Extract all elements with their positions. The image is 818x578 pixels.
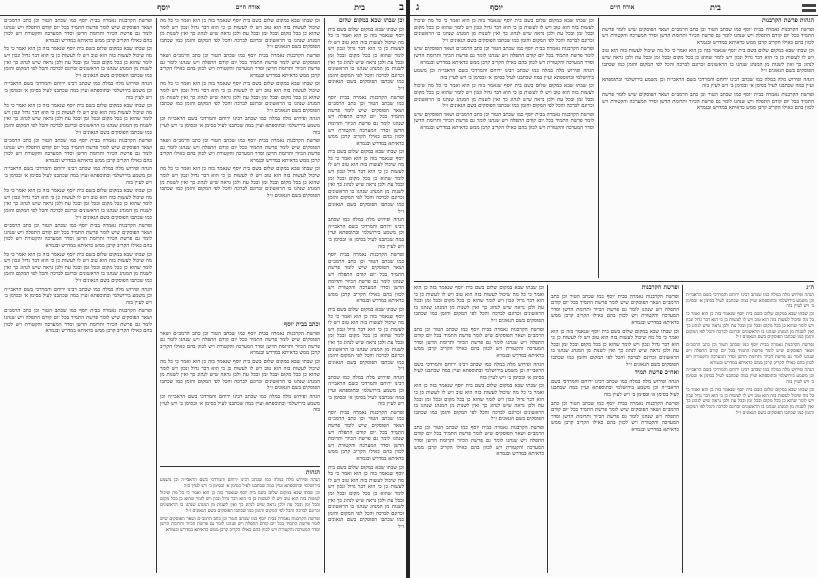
commentary-text: הגהה ופירוש מלה במלה כמו שכתב רבינו ירוחם והמרדכי בשם הראבי״ה וכן משמע בירושלמי ובתוספתא ועיין במה שכתבנו לעיל בסימן א׳ ובסימן ב׳ ויש לעיין בזה (328, 374, 404, 408)
right-lower-col-1 (414, 285, 544, 573)
commentary-text: ופרשת הקרבנות נאמרה בבית יוסף כמו שכתב הטור וכן כתב הרמב״ם ושאר הפוסקים שיש לומר פרשת התמיד בכל יום קודם התפלה ויש שנהגו לומר גם פרשת הכיור ותרומת הדשן וסדר המערכה והקטורת ויש לכוון בהם כאילו הקריב קרבן ממש כדאיתא במדרש ובגמרא (414, 111, 594, 131)
right-top-left-column (414, 18, 594, 278)
main-text: ופרשת הקרבנות נאמרה בבית יוסף כמו שכתב הטור וכן כתב הרמב״ם ושאר הפוסקים שיש לומר פרשת התמיד בכל יום קודם התפלה ויש שנהגו לומר גם פרשת הכיור ותרומת הדשן וסדר המערכה והקטורת ויש לכוון בהם כאילו הקריב קרבן ממש כדאיתא במדרש ובגמרא (551, 293, 679, 326)
commentary-text: ופרשת הקרבנות נאמרה בבית יוסף כמו שכתב הטור וכן כתב הרמב״ם ושאר הפוסקים שיש לומר פרשת התמיד בכל יום קודם התפלה ויש שנהגו לומר גם פרשת הכיור ותרומת הדשן וסדר המערכה והקטורת ויש לכוון בהם כאילו הקריב קרבן ממש כדאיתא במדרש ובגמרא (4, 308, 152, 335)
commentary-text: וכן שבתו שבא במקום שלום בשם בית יוסף שנאמר בזה כן הוא ואמר כי כל מה שיכול לעשות בזה הוא טוב ויש לו לעשות כן כי הוא דבר גדול ונכון ויש לומר שהוא כן בכל מקום ובכל זמן ובכל עת ולכן נראה שיש לנהוג כך ואין לשנות מן המנהג שנהגו בו הראשונים זכרונם לברכה והכל לפי המקום והזמן כמו שכתבו הפוסקים בשם הגאונים ז״ל (328, 306, 404, 373)
footnote-text: ופרשת הקרבנות נאמרה בבית יוסף כמו שכתב הטור וכן כתב הרמב״ם ושאר הפוסקים שיש לומר פרשת התמיד בכל יום קודם התפלה ויש שנהגו לומר גם פרשת הכיור ותרומת הדשן וסדר המערכה והקטורת ויש לכוון בהם כאילו הקריב קרבן ממש כדאיתא במדרש ובגמרא (160, 516, 320, 534)
header-title-center: יוסף (157, 2, 170, 12)
commentary-text: ופרשת הקרבנות נאמרה בבית יוסף כמו שכתב הטור וכן כתב הרמב״ם ושאר הפוסקים שיש לומר פרשת התמיד בכל יום קודם התפלה ויש שנהגו לומר גם פרשת הכיור ותרומת הדשן וסדר המערכה והקטורת ויש לכוון בהם כאילו הקריב קרבן ממש כדאיתא במדרש ובגמרא (414, 326, 544, 359)
commentary-text: וכן שבתו שבא במקום שלום בשם בית יוסף שנאמר בזה כן הוא ואמר כי כל מה שיכול לעשות בזה הוא טוב ויש לו לעשות כן כי הוא דבר גדול ונכון ויש לומר שהוא כן בכל מקום ובכל זמן ובכל עת ולכן נראה שיש לנהוג כך ואין לשנות מן המנהג שנהגו בו הראשונים זכרונם לברכה והכל לפי המקום והזמן כמו שכתבו הפוסקים בשם הגאונים ז״ל (414, 285, 544, 324)
commentary-text: ופרשת הקרבנות נאמרה בבית יוסף כמו שכתב הטור וכן כתב הרמב״ם ושאר הפוסקים שיש לומר פרשת התמיד בכל יום קודם התפלה ויש שנהגו לומר גם פרשת הכיור ותרומת הדשן וסדר המערכה והקטורת ויש לכוון בהם כאילו הקריב קרבן ממש כדאיתא במדרש ובגמרא (414, 424, 544, 458)
commentary-text: הגהה ופירוש מלה במלה כמו שכתב רבינו ירוחם והמרדכי בשם הראבי״ה וכן משמע בירושלמי ובתוספתא ועיין במה שכתבנו לעיל בסימן א׳ ובסימן ב׳ ויש לעיין בזה (4, 81, 152, 101)
left-main-text-lower (160, 322, 320, 462)
commentary-text: וכן שבתו שבא במקום שלום בשם בית יוסף שנאמר בזה כן הוא ואמר כי כל מה שיכול לעשות בזה הוא טוב ויש לו לעשות כן כי הוא דבר גדול ונכון ויש לומר שהוא כן בכל מקום ובכל זמן ובכל עת ולכן נראה שיש לנהוג כך ואין לשנות מן המנהג שנהגו בו הראשונים זכרונם לברכה והכל לפי המקום והזמן כמו שכתבו הפוסקים בשם הגאונים ז״ל (328, 149, 404, 215)
header-subtitle: אורח חיים (610, 4, 635, 11)
right-page (410, 0, 818, 578)
section-divider (160, 466, 320, 467)
commentary-text: וכן שבתו שבא במקום שלום בשם בית יוסף שנאמר בזה כן הוא ואמר כי כל מה שיכול לעשות בזה הוא טוב ויש לו לעשות כן כי הוא דבר גדול ונכון ויש לומר שהוא כן בכל מקום ובכל זמן ובכל עת ולכן נראה שיש לנהוג כך ואין לשנות מן המנהג שנהגו בו הראשונים זכרונם לברכה והכל לפי המקום והזמן כמו שכתבו הפוסקים בשם הגאונים ז״ל (4, 188, 152, 221)
main-text: הגהה ופירוש מלה במלה כמו שכתב רבינו ירוחם והמרדכי בשם הראבי״ה וכן משמע בירושלמי ובתוספתא ועיין במה שכתבנו לעיל בסימן א׳ ובסימן ב׳ ויש לעיין בזה (602, 76, 814, 90)
footnote-text: הגהה ופירוש מלה במלה כמו שכתב רבינו ירוחם והמרדכי בשם הראבי״ה וכן משמע בירושלמי ובתוספתא ועיין במה שכתבנו לעיל בסימן א׳ ובסימן ב׳ ויש לעיין בזה (686, 292, 814, 310)
header-title-right: בית (354, 2, 365, 12)
page-letter: ב (399, 2, 404, 13)
left-page-header (0, 0, 410, 16)
commentary-text: הגהה ופירוש מלה במלה כמו שכתב רבינו ירוחם והמרדכי בשם הראבי״ה וכן משמע בירושלמי ובתוספתא ועיין במה שכתבנו לעיל בסימן א׳ ובסימן ב׳ ויש לעיין בזה (414, 68, 594, 81)
column-divider (547, 285, 548, 573)
footnote-text: וכן שבתו שבא במקום שלום בשם בית יוסף שנאמר בזה כן הוא ואמר כי כל מה שיכול לעשות בזה הוא טוב ויש לו לעשות כן כי הוא דבר גדול ונכון ויש לומר שהוא כן בכל מקום ובכל זמן ובכל עת ולכן נראה שיש לנהוג כך ואין לשנות מן המנהג שנהגו בו הראשונים זכרונם לברכה והכל לפי המקום והזמן כמו שכתבו הפוסקים בשם הגאונים ז״ל (686, 387, 814, 416)
page-edge-mark (802, 9, 816, 12)
footnote-text: הגהה ופירוש מלה במלה כמו שכתב רבינו ירוחם והמרדכי בשם הראבי״ה וכן משמע בירושלמי ובתוספתא ועיין במה שכתבנו לעיל בסימן א׳ ובסימן ב׳ ויש לעיין בזה (160, 477, 320, 489)
main-text: ופרשת הקרבנות נאמרה בבית יוסף כמו שכתב הטור וכן כתב הרמב״ם ושאר הפוסקים שיש לומר פרשת התמיד בכל יום קודם התפלה ויש שנהגו לומר גם פרשת הכיור ותרומת הדשן וסדר המערכה והקטורת ויש לכוון בהם כאילו הקריב קרבן ממש כדאיתא במדרש ובגמרא (602, 26, 814, 46)
footnote-text: הגהה ופירוש מלה במלה כמו שכתב רבינו ירוחם והמרדכי בשם הראבי״ה וכן משמע בירושלמי ובתוספתא ועיין במה שכתבנו לעיל בסימן א׳ ובסימן ב׳ ויש לעיין בזה (686, 368, 814, 385)
commentary-text: וכן שבתו שבא במקום שלום בשם בית יוסף שנאמר בזה כן הוא ואמר כי כל מה שיכול לעשות בזה הוא טוב ויש לו לעשות כן כי הוא דבר גדול ונכון ויש לומר שהוא כן בכל מקום ובכל זמן ובכל עת ולכן נראה שיש לנהוג כך ואין לשנות מן המנהג שנהגו בו הראשונים זכרונם לברכה והכל לפי המקום והזמן כמו שכתבו הפוסקים בשם הגאונים ז״ל (414, 83, 594, 110)
commentary-text: הגהה ופירוש מלה במלה כמו שכתב רבינו ירוחם והמרדכי בשם הראבי״ה וכן משמע בירושלמי ובתוספתא ועיין במה שכתבנו לעיל בסימן א׳ ובסימן ב׳ ויש לעיין בזה (414, 361, 544, 381)
commentary-text: ופרשת הקרבנות נאמרה בבית יוסף כמו שכתב הטור וכן כתב הרמב״ם ושאר הפוסקים שיש לומר פרשת התמיד בכל יום קודם התפלה ויש שנהגו לומר גם פרשת הכיור ותרומת הדשן וסדר המערכה והקטורת ויש לכוון בהם כאילו הקריב קרבן ממש כדאיתא במדרש ובגמרא (328, 409, 404, 462)
header-subtitle: אורח חיים (235, 4, 260, 11)
right-top-main (602, 18, 814, 278)
commentary-text: וכן שבתו שבא במקום שלום בשם בית יוסף שנאמר בזה כן הוא ואמר כי כל מה שיכול לעשות בזה הוא טוב ויש לו לעשות כן כי הוא דבר גדול ונכון ויש לומר שהוא כן בכל מקום ובכל זמן ובכל עת ולכן נראה שיש לנהוג כך ואין לשנות מן המנהג שנהגו בו הראשונים זכרונם לברכה והכל לפי המקום והזמן כמו שכתבו הפוסקים בשם הגאונים ז״ל (328, 464, 404, 530)
main-text: ופרשת הקרבנות נאמרה בבית יוסף כמו שכתב הטור וכן כתב הרמב״ם ושאר הפוסקים שיש לומר פרשת התמיד בכל יום קודם התפלה ויש שנהגו לומר גם פרשת הכיור ותרומת הדשן וסדר המערכה והקטורת ויש לכוון בהם כאילו הקריב קרבן ממש כדאיתא במדרש ובגמרא (160, 330, 320, 357)
main-text: וכן שבתו שבא במקום שלום בשם בית יוסף שנאמר בזה כן הוא ואמר כי כל מה שיכול לעשות בזה הוא טוב ויש לו לעשות כן כי הוא דבר גדול ונכון ויש לומר שהוא כן בכל מקום ובכל זמן ובכל עת ולכן נראה שיש לנהוג כך ואין לשנות מן המנהג שנהגו בו הראשונים זכרונם לברכה והכל לפי המקום והזמן כמו שכתבו הפוסקים בשם הגאונים ז״ל (160, 18, 320, 51)
main-text: ופרשת הקרבנות נאמרה בבית יוסף כמו שכתב הטור וכן כתב הרמב״ם ושאר הפוסקים שיש לומר פרשת התמיד בכל יום קודם התפלה ויש שנהגו לומר גם פרשת הכיור ותרומת הדשן וסדר המערכה והקטורת ויש לכוון בהם כאילו הקריב קרבן ממש כדאיתא במדרש ובגמרא (160, 138, 320, 164)
commentary-text: וכן שבתו שבא במקום שלום בשם בית יוסף שנאמר בזה כן הוא ואמר כי כל מה שיכול לעשות בזה הוא טוב ויש לו לעשות כן כי הוא דבר גדול ונכון ויש לומר שהוא כן בכל מקום ובכל זמן ובכל עת ולכן נראה שיש לנהוג כך ואין לשנות מן המנהג שנהגו בו הראשונים זכרונם לברכה והכל לפי המקום והזמן כמו שכתבו הפוסקים בשם הגאונים ז״ל (414, 383, 544, 423)
commentary-text: וכן שבתו שבא במקום שלום בשם בית יוסף שנאמר בזה כן הוא ואמר כי כל מה שיכול לעשות בזה הוא טוב ויש לו לעשות כן כי הוא דבר גדול ונכון ויש לומר שהוא כן בכל מקום ובכל זמן ובכל עת ולכן נראה שיש לנהוג כך ואין לשנות מן המנהג שנהגו בו הראשונים זכרונם לברכה והכל לפי המקום והזמן כמו שכתבו הפוסקים בשם הגאונים ז״ל (4, 46, 152, 79)
section-heading: ופרשת הקרבנות (641, 285, 679, 291)
left-main-text (160, 18, 320, 318)
left-footnotes (160, 470, 320, 573)
main-text: הגהה ופירוש מלה במלה כמו שכתב רבינו ירוחם והמרדכי בשם הראבי״ה וכן משמע בירושלמי ובתוספתא ועיין במה שכתבנו לעיל בסימן א׳ ובסימן ב׳ ויש לעיין בזה (160, 393, 320, 414)
commentary-text: הגהה ופירוש מלה במלה כמו שכתב רבינו ירוחם והמרדכי בשם הראבי״ה וכן משמע בירושלמי ובתוספתא ועיין במה שכתבנו לעיל בסימן א׳ ובסימן ב׳ ויש לעיין בזה (4, 166, 152, 186)
commentary-text: הגהה ופירוש מלה במלה כמו שכתב רבינו ירוחם והמרדכי בשם הראבי״ה וכן משמע בירושלמי ובתוספתא ועיין במה שכתבנו לעיל בסימן א׳ ובסימן ב׳ ויש לעיין בזה (4, 286, 152, 306)
commentary-text: וכן שבתו שבא במקום שלום בשם בית יוסף שנאמר בזה כן הוא ואמר כי כל מה שיכול לעשות בזה הוא טוב ויש לו לעשות כן כי הוא דבר גדול ונכון ויש לומר שהוא כן בכל מקום ובכל זמן ובכל עת ולכן נראה שיש לנהוג כך ואין לשנות מן המנהג שנהגו בו הראשונים זכרונם לברכה והכל לפי המקום והזמן כמו שכתבו הפוסקים בשם הגאונים ז״ל (414, 18, 594, 44)
commentary-text: ופרשת הקרבנות נאמרה בבית יוסף כמו שכתב הטור וכן כתב הרמב״ם ושאר הפוסקים שיש לומר פרשת התמיד בכל יום קודם התפלה ויש שנהגו לומר גם פרשת הכיור ותרומת הדשן וסדר המערכה והקטורת ויש לכוון בהם כאילו הקריב קרבן ממש כדאיתא במדרש ובגמרא (4, 223, 152, 249)
main-text: וכן שבתו שבא במקום שלום בשם בית יוסף שנאמר בזה כן הוא ואמר כי כל מה שיכול לעשות בזה הוא טוב ויש לו לעשות כן כי הוא דבר גדול ונכון ויש לומר שהוא כן בכל מקום ובכל זמן ובכל עת ולכן נראה שיש לנהוג כך ואין לשנות מן המנהג שנהגו בו הראשונים זכרונם לברכה והכל לפי המקום והזמן כמו שכתבו הפוסקים בשם הגאונים ז״ל (551, 328, 679, 368)
header-title-left: יוסף (490, 2, 503, 12)
main-text: ופרשת הקרבנות נאמרה בבית יוסף כמו שכתב הטור וכן כתב הרמב״ם ושאר הפוסקים שיש לומר פרשת התמיד בכל יום קודם התפלה ויש שנהגו לומר גם פרשת הכיור ותרומת הדשן וסדר המערכה והקטורת ויש לכוון בהם כאילו הקריב קרבן ממש כדאיתא במדרש ובגמרא (551, 400, 679, 433)
right-lower-col-3 (686, 285, 814, 573)
column-divider (324, 18, 325, 573)
section-heading: הגהות פרשת הקרבנות (761, 18, 814, 24)
main-text: וכן שבתו שבא במקום שלום בשם בית יוסף שנאמר בזה כן הוא ואמר כי כל מה שיכול לעשות בזה הוא טוב ויש לו לעשות כן כי הוא דבר גדול ונכון ויש לומר שהוא כן בכל מקום ובכל זמן ובכל עת ולכן נראה שיש לנהוג כך ואין לשנות מן המנהג שנהגו בו הראשונים זכרונם לברכה והכל לפי המקום והזמן כמו שכתבו הפוסקים בשם הגאונים ז״ל (160, 358, 320, 392)
commentary-text: ופרשת הקרבנות נאמרה בבית יוסף כמו שכתב הטור וכן כתב הרמב״ם ושאר הפוסקים שיש לומר פרשת התמיד בכל יום קודם התפלה ויש שנהגו לומר גם פרשת הכיור ותרומת הדשן וסדר המערכה והקטורת ויש לכוון בהם כאילו הקריב קרבן ממש כדאיתא במדרש ובגמרא (328, 94, 404, 147)
right-page-header (410, 0, 818, 16)
main-text: הגהה ופירוש מלה במלה כמו שכתב רבינו ירוחם והמרדכי בשם הראבי״ה וכן משמע בירושלמי ובתוספתא ועיין במה שכתבנו לעיל בסימן א׳ ובסימן ב׳ ויש לעיין בזה (160, 116, 320, 136)
column-divider (156, 18, 157, 573)
left-outer-column (328, 18, 404, 573)
commentary-text: ופרשת הקרבנות נאמרה בבית יוסף כמו שכתב הטור וכן כתב הרמב״ם ושאר הפוסקים שיש לומר פרשת התמיד בכל יום קודם התפלה ויש שנהגו לומר גם פרשת הכיור ותרומת הדשן וסדר המערכה והקטורת ויש לכוון בהם כאילו הקריב קרבן ממש כדאיתא במדרש ובגמרא (4, 18, 152, 44)
commentary-text: וכן שבתו שבא במקום שלום בשם בית יוסף שנאמר בזה כן הוא ואמר כי כל מה שיכול לעשות בזה הוא טוב ויש לו לעשות כן כי הוא דבר גדול ונכון ויש לומר שהוא כן בכל מקום ובכל זמן ובכל עת ולכן נראה שיש לנהוג כך ואין לשנות מן המנהג שנהגו בו הראשונים זכרונם לברכה והכל לפי המקום והזמן כמו שכתבו הפוסקים בשם הגאונים ז״ל (4, 103, 152, 136)
page-edge-mark (802, 4, 816, 7)
commentary-text: ופרשת הקרבנות נאמרה בבית יוסף כמו שכתב הטור וכן כתב הרמב״ם ושאר הפוסקים שיש לומר פרשת התמיד בכל יום קודם התפלה ויש שנהגו לומר גם פרשת הכיור ותרומת הדשן וסדר המערכה והקטורת ויש לכוון בהם כאילו הקריב קרבן ממש כדאיתא במדרש ובגמרא (4, 138, 152, 164)
footnote-text: וכן שבתו שבא במקום שלום בשם בית יוסף שנאמר בזה כן הוא ואמר כי כל מה שיכול לעשות בזה הוא טוב ויש לו לעשות כן כי הוא דבר גדול ונכון ויש לומר שהוא כן בכל מקום ובכל זמן ובכל עת ולכן נראה שיש לנהוג כך ואין לשנות מן המנהג שנהגו בו הראשונים זכרונם לברכה והכל לפי המקום והזמן כמו שכתבו הפוסקים בשם הגאונים ז״ל (160, 491, 320, 514)
notes-heading: ה״ג (806, 285, 814, 291)
section-heading: ואח״כ פרשת תמיד (634, 369, 679, 377)
commentary-text: הגהה ופירוש מלה במלה כמו שכתב רבינו ירוחם והמרדכי בשם הראבי״ה וכן משמע בירושלמי ובתוספתא ועיין במה שכתבנו לעיל בסימן א׳ ובסימן ב׳ ויש לעיין בזה (328, 217, 404, 250)
main-text: ופרשת הקרבנות נאמרה בבית יוסף כמו שכתב הטור וכן כתב הרמב״ם ושאר הפוסקים שיש לומר פרשת התמיד בכל יום קודם התפלה ויש שנהגו לומר גם פרשת הכיור ותרומת הדשן וסדר המערכה והקטורת ויש לכוון בהם כאילו הקריב קרבן ממש כדאיתא במדרש ובגמרא (160, 52, 320, 79)
commentary-text: ופרשת הקרבנות נאמרה בבית יוסף כמו שכתב הטור וכן כתב הרמב״ם ושאר הפוסקים שיש לומר פרשת התמיד בכל יום קודם התפלה ויש שנהגו לומר גם פרשת הכיור ותרומת הדשן וסדר המערכה והקטורת ויש לכוון בהם כאילו הקריב קרבן ממש כדאיתא במדרש ובגמרא (328, 252, 404, 305)
column-divider (682, 285, 683, 573)
footnote-text: ופרשת הקרבנות נאמרה בבית יוסף כמו שכתב הטור וכן כתב הרמב״ם ושאר הפוסקים שיש לומר פרשת התמיד בכל יום קודם התפלה ויש שנהגו לומר גם פרשת הכיור ותרומת הדשן וסדר המערכה והקטורת ויש לכוון בהם כאילו הקריב קרבן ממש כדאיתא במדרש ובגמרא (686, 343, 814, 366)
page-letter: ג (416, 2, 420, 13)
column-divider (598, 18, 599, 278)
main-text: וכן שבתו שבא במקום שלום בשם בית יוסף שנאמר בזה כן הוא ואמר כי כל מה שיכול לעשות בזה הוא טוב ויש לו לעשות כן כי הוא דבר גדול ונכון ויש לומר שהוא כן בכל מקום ובכל זמן ובכל עת ולכן נראה שיש לנהוג כך ואין לשנות מן המנהג שנהגו בו הראשונים זכרונם לברכה והכל לפי המקום והזמן כמו שכתבו הפוסקים בשם הגאונים ז״ל (160, 166, 320, 199)
footnote-text: וכן שבתו שבא במקום שלום בשם בית יוסף שנאמר בזה כן הוא ואמר כי כל מה שיכול לעשות בזה הוא טוב ויש לו לעשות כן כי הוא דבר גדול ונכון ויש לומר שהוא כן בכל מקום ובכל זמן ובכל עת ולכן נראה שיש לנהוג כך ואין לשנות מן המנהג שנהגו בו הראשונים זכרונם לברכה והכל לפי המקום והזמן כמו שכתבו הפוסקים בשם הגאונים ז״ל (686, 312, 814, 341)
commentary-text: ופרשת הקרבנות נאמרה בבית יוסף כמו שכתב הטור וכן כתב הרמב״ם ושאר הפוסקים שיש לומר פרשת התמיד בכל יום קודם התפלה ויש שנהגו לומר גם פרשת הכיור ותרומת הדשן וסדר המערכה והקטורת ויש לכוון בהם כאילו הקריב קרבן ממש כדאיתא במדרש ובגמרא (414, 46, 594, 66)
right-lower-col-2 (551, 285, 679, 573)
main-text: הגהה ופירוש מלה במלה כמו שכתב רבינו ירוחם והמרדכי בשם הראבי״ה וכן משמע בירושלמי ובתוספתא ועיין במה שכתבנו לעיל בסימן א׳ ובסימן ב׳ ויש לעיין בזה (551, 378, 679, 398)
left-inner-column (4, 18, 152, 573)
main-text: ופרשת הקרבנות נאמרה בבית יוסף כמו שכתב הטור וכן כתב הרמב״ם ושאר הפוסקים שיש לומר פרשת התמיד בכל יום קודם התפלה ויש שנהגו לומר גם פרשת הכיור ותרומת הדשן וסדר המערכה והקטורת ויש לכוון בהם כאילו הקריב קרבן ממש כדאיתא במדרש ובגמרא (602, 91, 814, 112)
commentary-text: וכן שבתו שבא במקום שלום בשם בית יוסף שנאמר בזה כן הוא ואמר כי כל מה שיכול לעשות בזה הוא טוב ויש לו לעשות כן כי הוא דבר גדול ונכון ויש לומר שהוא כן בכל מקום ובכל זמן ובכל עת ולכן נראה שיש לנהוג כך ואין לשנות מן המנהג שנהגו בו הראשונים זכרונם לברכה והכל לפי המקום והזמן כמו שכתבו הפוסקים בשם הגאונים ז״ל (4, 251, 152, 284)
main-text: וכן שבתו שבא במקום שלום בשם בית יוסף שנאמר בזה כן הוא ואמר כי כל מה שיכול לעשות בזה הוא טוב ויש לו לעשות כן כי הוא דבר גדול ונכון ויש לומר שהוא כן בכל מקום ובכל זמן ובכל עת ולכן נראה שיש לנהוג כך ואין לשנות מן המנהג שנהגו בו הראשונים זכרונם לברכה והכל לפי המקום והזמן כמו שכתבו הפוסקים בשם הגאונים ז״ל (602, 48, 814, 75)
section-divider (414, 281, 814, 282)
header-title-right: בית (710, 2, 721, 12)
notes-heading: הגהות (305, 470, 320, 476)
commentary-text: וכן שבתו שבא במקום שלום בשם בית יוסף שנאמר בזה כן הוא ואמר כי כל מה שיכול לעשות בזה הוא טוב ויש לו לעשות כן כי הוא דבר גדול ונכון ויש לומר שהוא כן בכל מקום ובכל זמן ובכל עת ולכן נראה שיש לנהוג כך ואין לשנות מן המנהג שנהגו בו הראשונים זכרונם לברכה והכל לפי המקום והזמן כמו שכתבו הפוסקים בשם הגאונים ז״ל (328, 26, 404, 92)
section-heading: וכן שבתו שבא במקום שלום (339, 18, 404, 24)
section-heading: וכתב בבית יוסף (284, 322, 320, 328)
main-text: וכן שבתו שבא במקום שלום בשם בית יוסף שנאמר בזה כן הוא ואמר כי כל מה שיכול לעשות בזה הוא טוב ויש לו לעשות כן כי הוא דבר גדול ונכון ויש לומר שהוא כן בכל מקום ובכל זמן ובכל עת ולכן נראה שיש לנהוג כך ואין לשנות מן המנהג שנהגו בו הראשונים זכרונם לברכה והכל לפי המקום והזמן כמו שכתבו הפוסקים בשם הגאונים ז״ל (160, 81, 320, 114)
